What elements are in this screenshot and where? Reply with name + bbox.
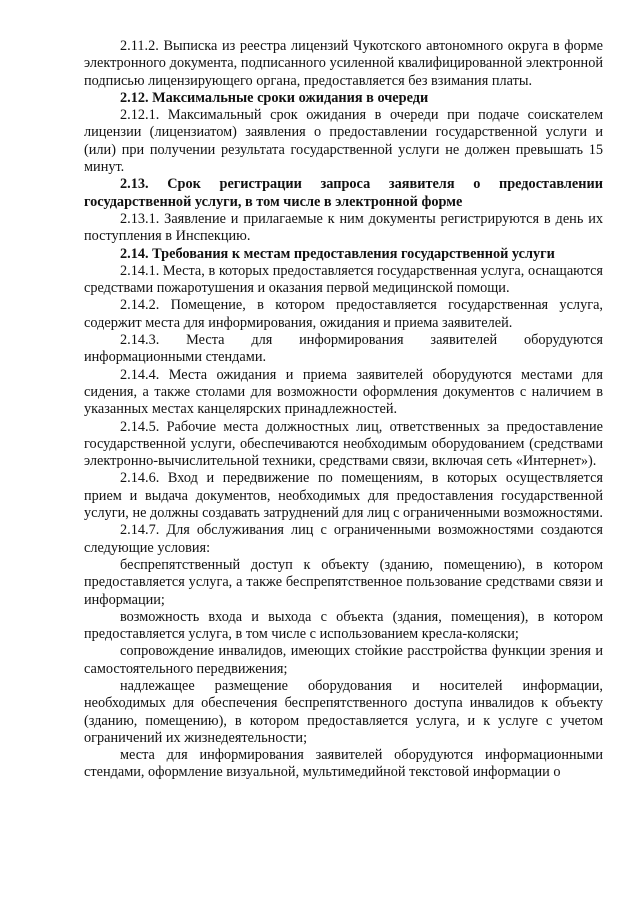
paragraph-2-14-4: 2.14.4. Места ожидания и приема заявителей оборудуются местами для сидения, а также столами для возможности оформления документов с наличием в указанных местах канцелярских принадлежностей.	[84, 366, 603, 418]
paragraph-2-14-5: 2.14.5. Рабочие места должностных лиц, ответственных за предоставление государственной услуги, обеспечиваются необходимым оборудованием (средствами электронно-вычислительной техники, средствами связи, включая сеть «Интернет»).	[84, 418, 603, 470]
list-item-equipment: надлежащее размещение оборудования и носителей информации, необходимых для обеспечения беспрепятственного доступа инвалидов к объекту (зданию, помещению), в котором предоставляется услуга, и к услуге с учетом ограничений их жизнедеятельности;	[84, 677, 603, 746]
list-item-info-stands: места для информирования заявителей оборудуются информационными стендами, оформление визуальной, мультимедийной текстовой информации о	[84, 747, 603, 781]
heading-2-12: 2.12. Максимальные сроки ожидания в очереди	[120, 89, 429, 106]
heading-2-14: 2.14. Требования к местам предоставления государственной услуги	[120, 245, 555, 262]
paragraph-2-13-1: 2.13.1. Заявление и прилагаемые к ним документы регистрируются в день их поступления в Инспекцию.	[84, 210, 603, 245]
list-item-escort: сопровождение инвалидов, имеющих стойкие расстройства функции зрения и самостоятельного передвижения;	[84, 643, 603, 677]
paragraph-2-14-6: 2.14.6. Вход и передвижение по помещениям, в которых осуществляется прием и выдача документов, необходимых для предоставления государственной услуги, не должны создавать затруднений для лиц с ограниченными возможностями.	[84, 470, 603, 522]
list-item-entry-exit: возможность входа и выхода с объекта (здания, помещения), в котором предоставляется услуга, в том числе с использованием кресла-коляски;	[84, 608, 603, 643]
paragraph-2-14-7: 2.14.7. Для обслуживания лиц с ограниченными возможностями создаются следующие условия:	[84, 522, 603, 556]
list-item-access: беспрепятственный доступ к объекту (зданию, помещению), в котором предоставляется услуга, а также беспрепятственное пользование средствами связи и информации;	[84, 556, 603, 608]
document-page	[84, 38, 603, 782]
paragraph-2-14-2: 2.14.2. Помещение, в котором предоставляется государственная услуга, содержит места для информирования, ожидания и приема заявителей.	[84, 297, 603, 331]
paragraph-2-14-1: 2.14.1. Места, в которых предоставляется государственная услуга, оснащаются средствами пожаротушения и оказания первой медицинской помощи.	[84, 262, 603, 297]
heading-2-13: 2.13. Срок регистрации запроса заявителя о предоставлении государственной услуги, в том числе в электронной форме	[84, 176, 603, 210]
paragraph-2-14-3: 2.14.3. Места для информирования заявителей оборудуются информационными стендами.	[84, 332, 603, 366]
paragraph-2-12-1: 2.12.1. Максимальный срок ожидания в очереди при подаче соискателем лицензии (лицензиатом) заявления о предоставлении государственной услуги и (или) при получении результата государственной услуги не должен превышать 15 минут.	[84, 107, 603, 176]
paragraph-2-11-2: 2.11.2. Выписка из реестра лицензий Чукотского автономного округа в форме электронного документа, подписанного усиленной квалифицированной электронной подписью лицензирующего органа, предоставляется без взимания платы.	[84, 38, 603, 89]
